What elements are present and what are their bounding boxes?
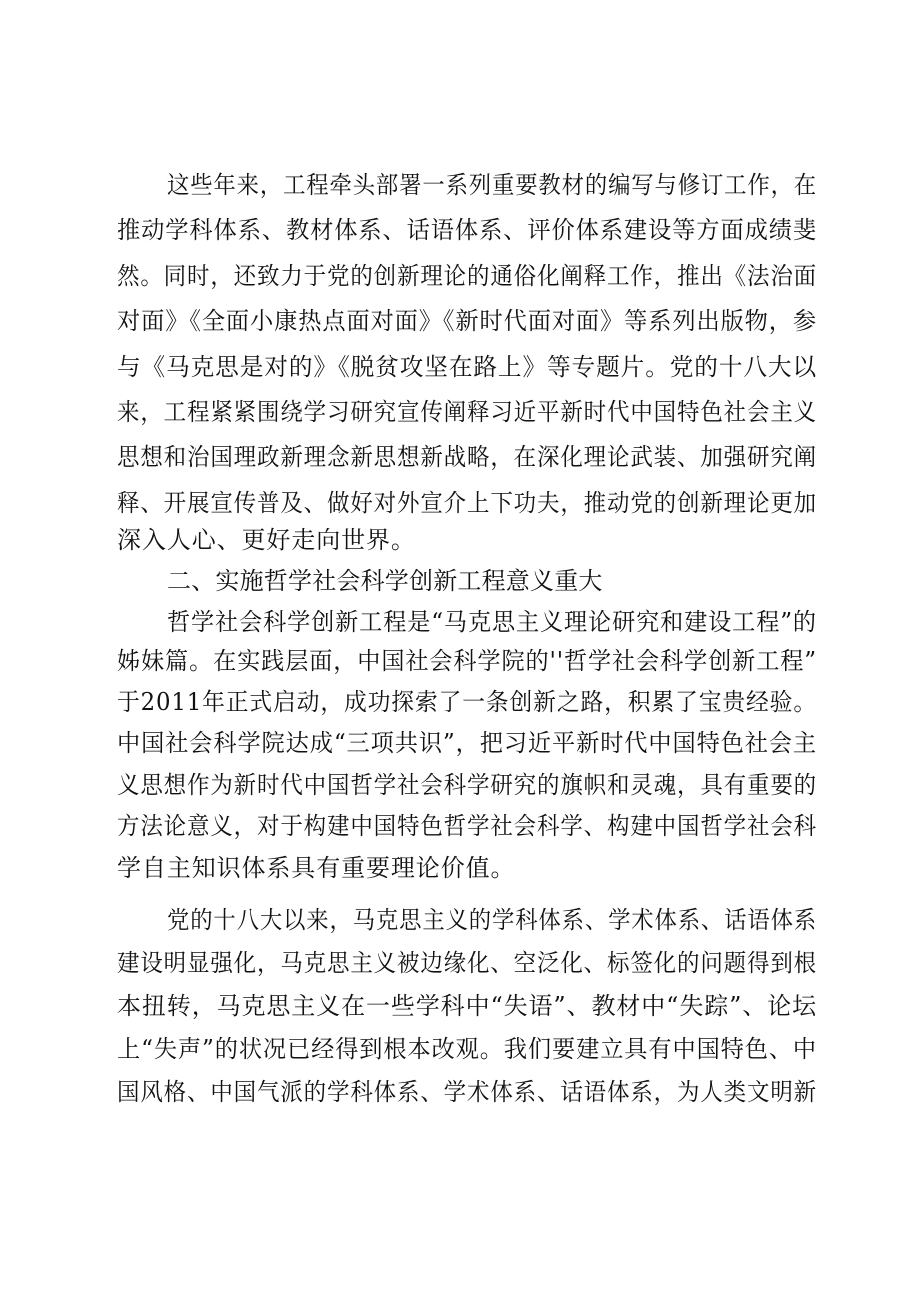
paragraph-line: 本扭转，马克思主义在一些学科中“失语”、教材中“失踪”、论坛 bbox=[117, 992, 818, 1020]
paragraph-line: 然。同时，还致力于党的创新理论的通俗化阐释工作，推出《法治面 bbox=[117, 262, 818, 290]
paragraph-line: 建设明显强化，马克思主义被边缘化、空泛化、标签化的问题得到根 bbox=[117, 949, 818, 977]
paragraph-line: 推动学科体系、教材体系、话语体系、评价体系建设等方面成绩斐 bbox=[117, 216, 818, 244]
paragraph-line: 于2011年正式启动，成功探索了一条创新之路，积累了宝贵经验。 bbox=[117, 688, 817, 716]
paragraph-line: 中国社会科学院达成“三项共识”，把习近平新时代中国特色社会主 bbox=[117, 729, 818, 757]
section-heading: 二、实施哲学社会科学创新工程意义重大 bbox=[167, 567, 603, 595]
paragraph-line: 学自主知识体系具有重要理论价值。 bbox=[117, 854, 516, 882]
paragraph-line: 来，工程紧紧围绕学习研究宣传阐释习近平新时代中国特色社会主义 bbox=[117, 398, 818, 426]
paragraph-line: 哲学社会科学创新工程是“马克思主义理论研究和建设工程”的 bbox=[167, 608, 817, 636]
paragraph-line: 上“失声”的状况已经得到根本改观。我们要建立具有中国特色、中 bbox=[117, 1035, 818, 1063]
paragraph-line: 姊妹篇。在实践层面，中国社会科学院的''哲学社会科学创新工程” bbox=[117, 647, 817, 675]
paragraph-line: 国风格、中国气派的学科体系、学术体系、话语体系，为人类文明新 bbox=[117, 1078, 818, 1106]
paragraph-line: 与《马克思是对的》《脱贫攻坚在路上》等专题片。党的十八大以 bbox=[117, 353, 818, 381]
paragraph-line: 这些年来，工程牵头部署一系列重要教材的编写与修订工作，在 bbox=[167, 171, 818, 199]
paragraph-line: 对面》《全面小康热点面对面》《新时代面对面》等系列出版物，参 bbox=[117, 307, 818, 335]
paragraph-line: 义思想作为新时代中国哲学社会科学研究的旗帜和灵魂，具有重要的 bbox=[117, 771, 818, 799]
paragraph-line: 释、开展宣传普及、做好对外宣介上下功夫，推动党的创新理论更加 bbox=[117, 489, 818, 517]
paragraph-line: 党的十八大以来，马克思主义的学科体系、学术体系、话语体系 bbox=[167, 906, 818, 934]
paragraph-line: 思想和治国理政新理念新思想新战略，在深化理论武装、加强研究阐 bbox=[117, 443, 818, 471]
paragraph-line: 深入人心、更好走向世界。 bbox=[117, 526, 416, 554]
paragraph-line: 方法论意义，对于构建中国特色哲学社会科学、构建中国哲学社会科 bbox=[117, 812, 818, 840]
